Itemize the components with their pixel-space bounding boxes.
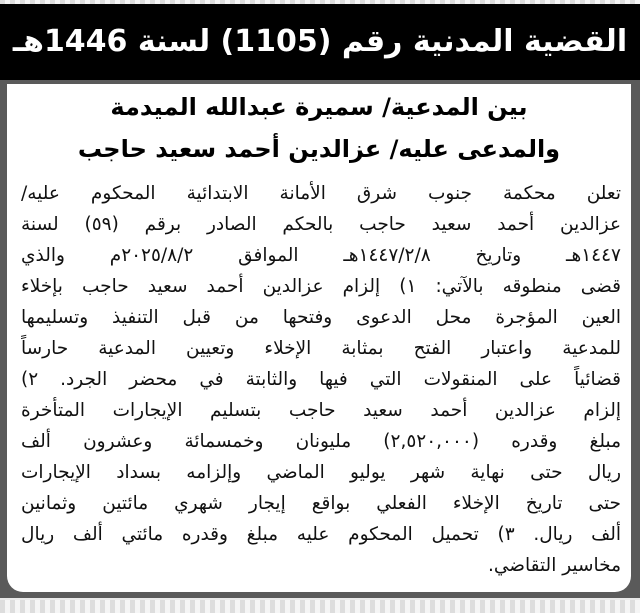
body-line: للمدعية واعتبار الفتح بمثابة الإخلاء وتعيين المدعية حارساً	[21, 338, 621, 359]
notice-frame	[0, 4, 640, 598]
case-title-banner	[0, 4, 640, 80]
plaintiff-heading: بين المدعية/ سميرة عبدالله الميدمة	[110, 93, 528, 121]
body-line: حتى تاريخ الإخلاء الفعلي بواقع إيجار شهري مائتين وثمانين	[21, 493, 621, 514]
body-line: العين المؤجرة محل الدعوى وفتحها من قبل التنفيذ وتسليمها	[21, 307, 621, 328]
body-line: عزالدين أحمد سعيد حاجب بالحكم الصادر برقم (٥٩) لسنة	[21, 214, 621, 235]
body-line: قضائياً على المنقولات التي فيها والثابتة في محضر الجرد. ٢)	[21, 369, 621, 390]
bottom-edge-strip	[0, 600, 640, 613]
case-title: القضية المدنية رقم (1105) لسنة 1446هـ	[12, 24, 628, 59]
body-line: تعلن محكمة جنوب شرق الأمانة الابتدائية المحكوم عليه/	[21, 183, 621, 204]
body-line: مبلغ وقدره (٢,٥٢٠,٠٠٠) مليونان وخمسمائة وعشرون ألف	[21, 431, 621, 452]
body-line: قضى منطوقه بالآتي: ١) إلزام عزالدين أحمد سعيد حاجب بإخلاء	[21, 276, 621, 297]
body-line: إلزام عزالدين أحمد سعيد حاجب بتسليم الإيجارات المتأخرة	[21, 400, 621, 421]
body-line: ١٤٤٧هـ وتاريخ ١٤٤٧/٢/٨هـ الموافق ٢٠٢٥/٨/٢م والذي	[21, 245, 621, 266]
body-line: ألف ريال. ٣) تحميل المحكوم عليه مبلغ وقدره مائتي ألف ريال	[21, 524, 622, 545]
notice-body	[7, 178, 631, 581]
defendant-heading: والمدعى عليه/ عزالدين أحمد سعيد حاجب	[77, 135, 561, 163]
body-line: ريال حتى نهاية شهر يوليو الماضي وإلزامه بسداد الإيجارات	[21, 462, 621, 483]
body-line: مخاسير التقاضي.	[487, 555, 621, 576]
notice-panel	[7, 84, 631, 592]
